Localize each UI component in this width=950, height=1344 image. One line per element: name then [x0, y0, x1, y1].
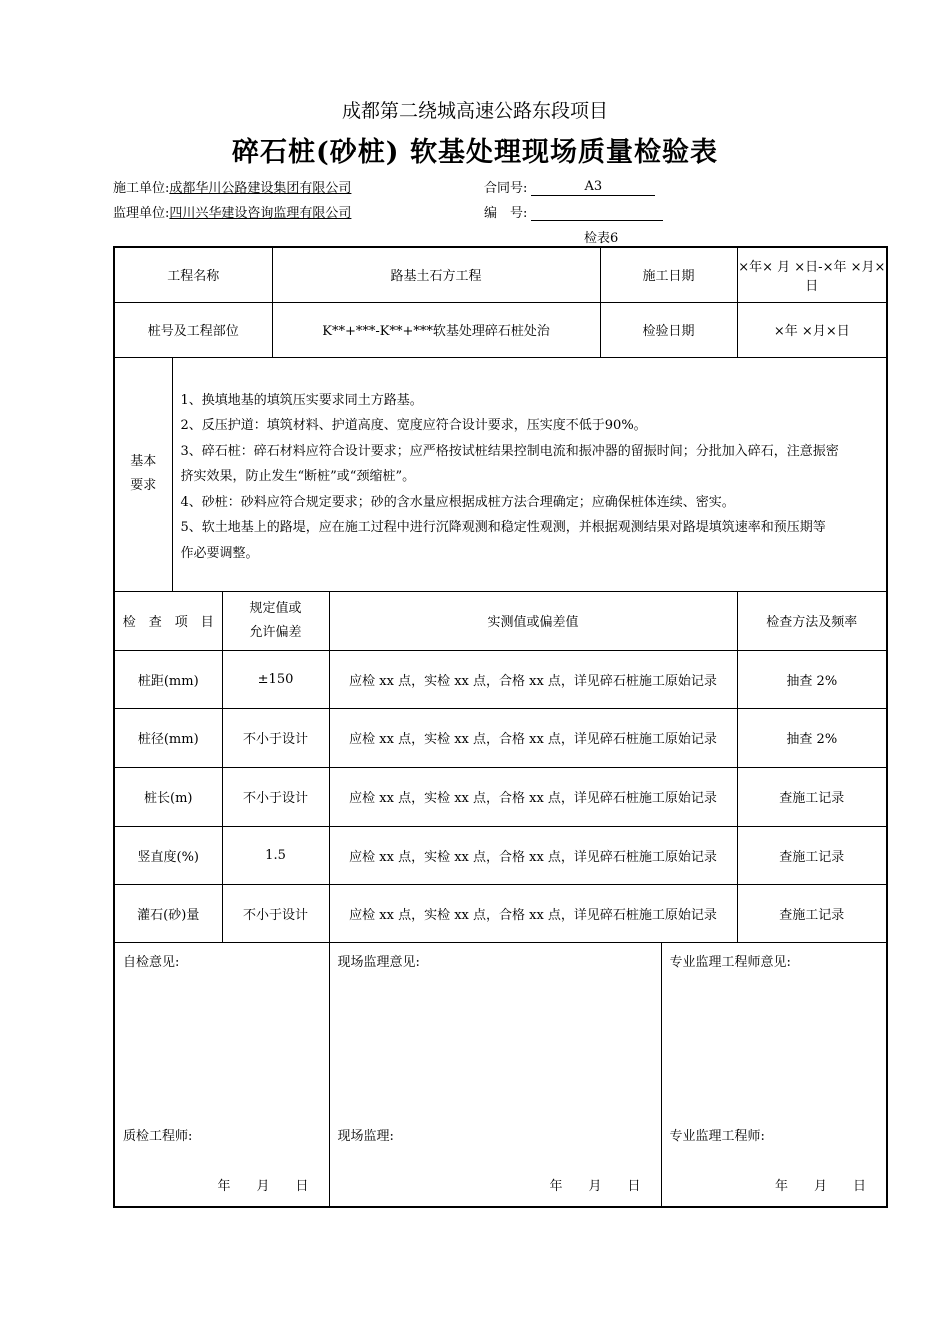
table-row	[114, 767, 887, 826]
info-row-1	[114, 247, 887, 302]
contractor-value: 成都华川公路建设集团有限公司	[169, 181, 352, 196]
site-supervision-date: 年 月 日	[549, 1178, 641, 1194]
construction-date-label: 施工日期	[600, 247, 737, 302]
supervisor-line	[113, 202, 351, 221]
item-cell: 桩径(mm)	[114, 708, 222, 767]
table-row	[114, 708, 887, 767]
self-check-title: 自检意见:	[123, 954, 180, 970]
spec-cell: 不小于设计	[222, 708, 329, 767]
table-row	[114, 650, 887, 708]
requirement-line: 3、碎石桩：碎石材料应符合设计要求；应严格按试桩结果控制电流和振冲器的留振时间；分批加入碎石，注意振密	[180, 443, 839, 459]
site-supervision-block	[329, 942, 661, 1207]
method-cell: 查施工记录	[737, 767, 887, 826]
project-name-value: 路基土石方工程	[272, 247, 600, 302]
specialist-title: 专业监理工程师意见:	[669, 954, 791, 970]
form-number: 检表6	[584, 231, 619, 246]
serial-no-label: 编 号:	[484, 206, 528, 221]
contractor-label: 施工单位:	[113, 181, 170, 196]
site-supervisor-label: 现场监理:	[337, 1128, 394, 1144]
item-cell: 灌石(砂)量	[114, 884, 222, 942]
spec-header-1: 规定值或	[249, 600, 302, 616]
requirement-line: 5、软土地基上的路堤，应在施工过程中进行沉降观测和稳定性观测，并根据观测结果对路堤填筑速率和预压期等	[180, 520, 826, 535]
serial-no-value	[531, 204, 663, 221]
measured-cell: 应检 xx 点，实检 xx 点，合格 xx 点，详见碎石桩施工原始记录	[329, 767, 737, 826]
contractor-line	[113, 177, 351, 196]
method-cell: 查施工记录	[737, 826, 887, 884]
requirement-line: 2、反压护道：填筑材料、护道高度、宽度应符合设计要求，压实度不低于90%。	[180, 418, 647, 433]
specialist-date: 年 月 日	[775, 1178, 867, 1194]
self-check-date: 年 月 日	[217, 1178, 309, 1194]
inspection-header-row	[114, 591, 887, 650]
table-row	[114, 826, 887, 884]
serial-no-line	[484, 202, 663, 221]
item-cell: 竖直度(%)	[114, 826, 222, 884]
item-cell: 桩长(m)	[114, 767, 222, 826]
spec-header	[222, 591, 329, 650]
requirements-row	[114, 357, 887, 591]
supervisor-label: 监理单位:	[113, 206, 170, 221]
requirements-label-2: 要求	[130, 478, 157, 493]
spec-cell: 1.5	[222, 826, 329, 884]
inspection-date-value: ×年 ×月×日	[737, 302, 887, 357]
construction-date-value: ×年× 月 ×日-×年 ×月×日	[737, 247, 887, 302]
item-cell: 桩距(mm)	[114, 650, 222, 708]
project-name: 成都第二绕城高速公路东段项目	[341, 100, 608, 122]
requirement-line: 挤实效果，防止发生“断桩”或“颈缩桩”。	[180, 469, 416, 484]
project-name-label: 工程名称	[114, 247, 272, 302]
form-title: 碎石桩(砂桩) 软基处理现场质量检验表	[232, 137, 718, 168]
method-cell: 查施工记录	[737, 884, 887, 942]
contract-no-line	[484, 177, 655, 196]
method-cell: 抽查 2%	[737, 650, 887, 708]
measured-header: 实测值或偏差值	[329, 591, 737, 650]
method-header: 检查方法及频率	[737, 591, 887, 650]
inspection-form-table	[113, 246, 888, 1208]
supervisor-value: 四川兴华建设咨询监理有限公司	[169, 206, 352, 221]
quality-engineer-label: 质检工程师:	[123, 1128, 193, 1144]
specialist-block	[661, 942, 887, 1207]
method-cell: 抽查 2%	[737, 708, 887, 767]
spec-header-2: 允许偏差	[249, 624, 302, 640]
contract-no-value: A3	[531, 179, 655, 196]
requirement-line: 作必要调整。	[180, 545, 259, 561]
station-value: K**+***-K**+***软基处理碎石桩处治	[272, 302, 600, 357]
site-supervision-title: 现场监理意见:	[337, 954, 420, 970]
specialist-engineer-label: 专业监理工程师:	[669, 1128, 765, 1144]
measured-cell: 应检 xx 点，实检 xx 点，合格 xx 点，详见碎石桩施工原始记录	[329, 884, 737, 942]
spec-cell: ±150	[222, 650, 329, 708]
requirements-label	[114, 357, 172, 591]
requirement-line: 4、砂桩：砂料应符合规定要求；砂的含水量应根据成桩方法合理确定；应确保桩体连续、密实。	[180, 494, 735, 510]
inspection-date-label: 检验日期	[600, 302, 737, 357]
spec-cell: 不小于设计	[222, 767, 329, 826]
signature-row	[114, 942, 887, 1207]
requirements-text	[172, 357, 887, 591]
item-header: 检 查 项 目	[114, 591, 222, 650]
requirements-label-1: 基本	[130, 454, 157, 469]
contract-no-label: 合同号:	[484, 181, 528, 196]
self-check-block	[114, 942, 329, 1207]
table-row	[114, 884, 887, 942]
measured-cell: 应检 xx 点，实检 xx 点，合格 xx 点，详见碎石桩施工原始记录	[329, 650, 737, 708]
info-row-2	[114, 302, 887, 357]
measured-cell: 应检 xx 点，实检 xx 点，合格 xx 点，详见碎石桩施工原始记录	[329, 826, 737, 884]
measured-cell: 应检 xx 点，实检 xx 点，合格 xx 点，详见碎石桩施工原始记录	[329, 708, 737, 767]
requirement-line: 1、换填地基的填筑压实要求同土方路基。	[180, 392, 423, 408]
station-label: 桩号及工程部位	[114, 302, 272, 357]
spec-cell: 不小于设计	[222, 884, 329, 942]
